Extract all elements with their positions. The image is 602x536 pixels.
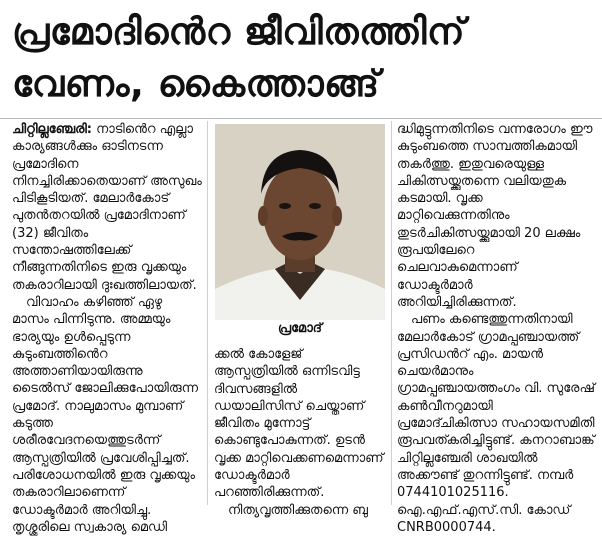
paragraph-1: നാടിൻെറ എല്ലാ കാര്യങ്ങൾക്കും ഓടിനടന്ന പ്രമോദിനെ നിനച്ചിരിക്കാതെയാണ് അസുഖം പിടികൂടിയത്. മേലാർകോട് പുതൻതറയിൽ പ്രമോദിനാണ് (32) ജീവിതം സന്തോഷത്തിലേക്ക് നീങ്ങുന്നതിനിടെ ഇരു വൃക്കയും തകരാറിലായി ദുഃഖത്തിലായത്.	[12, 122, 202, 293]
headline-line-1: പ്രമോദിൻെറ ജീവിതത്തിന്	[12, 10, 466, 53]
article-column-3	[397, 121, 595, 536]
dateline: ചിറ്റില്ലഞ്ചേരി:	[12, 122, 92, 137]
headline-divider	[0, 118, 602, 119]
article-column-2	[214, 346, 384, 519]
paragraph-2: വിവാഹം കഴിഞ്ഞ് ഏഴു മാസം പിന്നിടുന്നു. അമ്മയും ഭാര്യയും ഉൾപ്പെടുന്ന കുടുംബത്തിൻെറ അത്താണിയായിരുന്നു ടൈൽസ് ജോലിക്കുപോയിരുന്ന പ്രമോദ്. നാലുമാസം മുമ്പാണ് കടുത്ത ശരീരവേദനയെത്തുടർന്ന് ആസ്പത്രിയിൽ പ്രവേശിപ്പിച്ചത്. പരിശോധനയിൽ ഇരു വൃക്കയും തകരാറിലാണെന്ന് ഡോക്ടർമാർ അറിയിച്ചു. തൃശ്ശൂരിലെ സ്വകാര്യ മെഡി	[12, 294, 198, 535]
column-divider-2	[391, 121, 392, 505]
paragraph-6: പണം കണ്ടെത്തുന്നതിനായി മേലാർകോട് ഗ്രാമപ്പഞ്ചായത്ത് പ്രസിഡൻറ് എം. മായൻ ചെയർമാനും ഗ്രാമപ്പഞ്ചായത്തംഗം വി. സുരേഷ് കൺവീനറുമായി പ്രമോദ്ചികിത്സാ സഹായസമിതി രൂപവത്കരിച്ചിട്ടുണ്ട്. കനറാബാങ്ക് ചിറ്റില്ലഞ്ചേരി ശാഖയിൽ അക്കൗണ്ട് തുറന്നിട്ടുണ്ട്. നമ്പർ 0744101025116. ഐ.എഫ്.എസ്.സി. കോഡ് CNRB0000744.	[397, 312, 595, 535]
headline-line-2: വേണം, കൈത്താങ്ങ്	[12, 62, 380, 105]
headline	[12, 6, 597, 110]
paragraph-3: ക്കൽ കോളേജ് ആസ്പത്രിയിൽ ഒന്നിടവിട്ട ദിവസങ്ങളിൽ ഡയാലിസിസ് ചെയ്താണ് ജീവിതം മുന്നോട്ട് കൊണ്ടുപോകുന്നത്. ഉടൻ വൃക്ക മാറ്റിവെക്കണമെന്നാണ് ഡോക്ടർമാർ പറഞ്ഞിരിക്കുന്നത്.	[214, 347, 384, 501]
portrait-image	[215, 124, 385, 320]
article-column-1	[12, 121, 202, 536]
column-divider-1	[207, 121, 208, 505]
portrait-photo	[215, 124, 385, 320]
photo-caption: പ്രമോദ്	[277, 321, 322, 336]
paragraph-5: ദ്ധിമുട്ടുന്നതിനിടെ വന്നരോഗം ഈ കുടുംബത്തെ സാമ്പത്തികമായി തകർത്തു. ഇതുവരെയുള്ള ചികിത്സയ്ക്കുതന്നെ വലിയതുക കടമായി. വൃക്ക മാറ്റിവെക്കുന്നതിനും തുടർചികിത്സയ്ക്കുമായി 20 ലക്ഷം രൂപയിലേറെ ചെലവാകുമെന്നാണ് ഡോക്ടർമാർ അറിയിച്ചിരിക്കുന്നത്.	[397, 122, 593, 310]
paragraph-4: നിത്യവൃത്തിക്കുതന്നെ ബു	[228, 502, 368, 518]
